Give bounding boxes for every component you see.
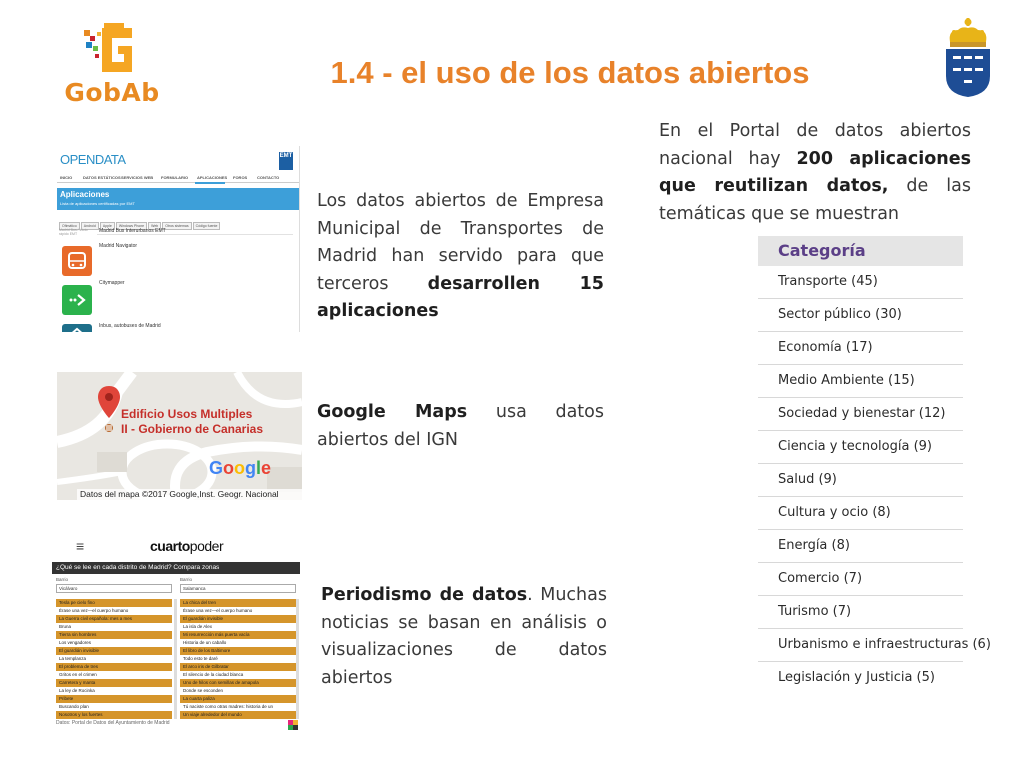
category-item[interactable]: Turismo (7) xyxy=(758,596,963,629)
inbus-app-icon[interactable] xyxy=(62,324,92,332)
list-item: La cuarta paliza xyxy=(180,695,296,703)
category-item[interactable]: Sociedad y bienestar (12) xyxy=(758,398,963,431)
map-place-label: II - Gobierno de Canarias xyxy=(121,422,264,436)
cuartopoder-mark-icon xyxy=(288,720,298,730)
intro-text: En el Portal de datos abiertos nacional hay xyxy=(659,121,971,169)
emt-side-text: Madrid Bus / inicio rápido EMT xyxy=(59,228,88,236)
cuartopoder-brand xyxy=(150,538,223,554)
list-item: Historia de un caballo xyxy=(180,639,296,647)
cuartopoder-screenshot xyxy=(52,536,300,736)
emt-app-name[interactable]: Inbus, autobuses de Madrid xyxy=(99,323,161,329)
category-item[interactable]: Cultura y ocio (8) xyxy=(758,497,963,530)
google-logo: Google xyxy=(209,458,272,478)
list-item: Nosotros y los fuertes xyxy=(56,711,172,719)
list-item: El libro de los Baltimore xyxy=(180,647,296,655)
list-item: La chica del tren xyxy=(180,599,296,607)
category-item[interactable]: Salud (9) xyxy=(758,464,963,497)
list-item: Tesla pe cielo fino xyxy=(56,599,172,607)
emt-paragraph-highlight: desarrollen 15 aplicaciones xyxy=(317,273,604,321)
list-item: El problema de tres xyxy=(56,663,172,671)
emt-nav xyxy=(57,174,299,183)
google-map-screenshot xyxy=(57,372,302,500)
emt-tab[interactable]: Ofimático xyxy=(59,222,80,230)
emt-brand: OPENDATA xyxy=(60,152,126,167)
map-roads xyxy=(57,372,302,500)
category-item[interactable]: Medio Ambiente (15) xyxy=(758,365,963,398)
intro-text-end: de las temáticas que se muestran xyxy=(659,176,971,224)
category-item[interactable]: Economía (17) xyxy=(758,332,963,365)
cuartopoder-paragraph xyxy=(321,582,607,692)
emt-nav-item[interactable]: FOROS xyxy=(233,175,248,180)
page-title: 1.4 - el uso de los datos abiertos xyxy=(330,55,810,90)
emt-banner-subtitle: Lista de aplicaciones certificadas por EMT xyxy=(60,201,135,206)
emt-banner-title: Aplicaciones xyxy=(60,190,110,199)
category-item[interactable]: Transporte (45) xyxy=(758,266,963,299)
map-paragraph-highlight: Google Maps xyxy=(317,402,468,422)
emt-nav-active-indicator xyxy=(195,182,225,184)
emt-opendata-screenshot xyxy=(57,146,300,332)
category-item[interactable]: Urbanismo e infraestructuras (6) xyxy=(758,629,963,662)
category-item[interactable]: Energía (8) xyxy=(758,530,963,563)
cp-footer-source: Datos: Portal de Datos del Ayuntamiento de Madrid xyxy=(56,720,170,726)
list-item: Uno de hilos con semillas de amapola xyxy=(180,679,296,687)
list-item: El arco iris de Gilbratar xyxy=(180,663,296,671)
menu-icon[interactable]: ≡ xyxy=(76,538,85,554)
list-item: Todo esto te daré xyxy=(180,655,296,663)
category-list xyxy=(758,236,991,694)
map-pin-icon[interactable] xyxy=(97,384,121,432)
list-item: Pribete xyxy=(56,695,172,703)
cp-column-head: Barrio xyxy=(56,577,69,582)
scrollbar[interactable] xyxy=(296,599,299,719)
gobab-logo-mark xyxy=(62,18,162,80)
list-item: La templanza xyxy=(56,655,172,663)
emt-badge: EMT xyxy=(279,152,293,170)
emt-tab[interactable]: Código fuente xyxy=(193,222,221,230)
emt-tab[interactable]: Otros sistemas xyxy=(162,222,191,230)
list-item: La ley de Rocinka xyxy=(56,687,172,695)
category-item[interactable]: Sector público (30) xyxy=(758,299,963,332)
emt-app-name[interactable]: Madrid Navigator xyxy=(99,243,138,249)
emt-app-name[interactable]: Citymapper xyxy=(99,280,125,286)
coat-of-arms-icon xyxy=(942,16,994,98)
citymapper-app-icon[interactable] xyxy=(62,285,92,315)
category-item[interactable]: Ciencia y tecnología (9) xyxy=(758,431,963,464)
cp-book-list-right xyxy=(180,599,296,719)
category-header: Categoría xyxy=(758,236,963,266)
category-item[interactable]: Comercio (7) xyxy=(758,563,963,596)
list-item: Mi resurrección más puerta vacía xyxy=(180,631,296,639)
list-item: Los vengadores xyxy=(56,639,172,647)
cp-district-select-right[interactable]: Salamanca xyxy=(180,584,296,593)
emt-paragraph-text: Los datos abiertos de Empresa Municipal de Transportes de Madrid han servido para que terceros xyxy=(317,191,604,294)
emt-app-name[interactable]: Madrid Bus Interurbanos EMT xyxy=(99,228,166,234)
emt-nav-item[interactable]: CONTACTO xyxy=(257,175,280,180)
cp-book-list-left xyxy=(56,599,172,719)
category-item[interactable]: Legislación y Justicia (5) xyxy=(778,670,935,685)
cuartopoder-headline-bar: ¿Qué se lee en cada distrito de Madrid? Compara zonas xyxy=(52,562,300,574)
emt-tabs xyxy=(59,214,221,228)
list-item: La Guerra civil española: mes a mes xyxy=(56,615,172,623)
list-item: La isla de Alex xyxy=(180,623,296,631)
emt-tab[interactable]: Android xyxy=(81,222,99,230)
emt-nav-item[interactable]: DATOS ESTÁTICOS xyxy=(83,175,121,180)
list-item: Gritos en el crimen xyxy=(56,671,172,679)
list-item: Buscando plan xyxy=(56,703,172,711)
emt-paragraph xyxy=(317,188,604,326)
logo-text: GobAb xyxy=(64,78,160,107)
list-item: Un viaje alrededor del mundo xyxy=(180,711,296,719)
map-paragraph-text: usa datos abiertos del IGN xyxy=(317,402,604,450)
cp-district-select-left[interactable]: Vicálvaro xyxy=(56,584,172,593)
emt-nav-item[interactable]: FORMULARIO xyxy=(161,175,189,180)
intro-paragraph xyxy=(659,118,971,228)
cuartopoder-brand-rest: poder xyxy=(189,538,224,554)
list-item: El guardián invisible xyxy=(56,647,172,655)
bus-app-icon[interactable] xyxy=(62,246,92,276)
cuartopoder-brand-bold: cuarto xyxy=(150,538,190,554)
list-item: El silencio de la ciudad blanca xyxy=(180,671,296,679)
cp-paragraph-highlight: Periodismo de datos xyxy=(321,585,528,605)
intro-highlight: 200 aplicaciones que reutilizan datos, xyxy=(659,148,972,196)
list-item: El guardián invisible xyxy=(180,615,296,623)
list-item: Bruna xyxy=(56,623,172,631)
cp-column-head: Barrio xyxy=(180,577,193,582)
list-item: Érase una vez—el cuerpo humano xyxy=(56,607,172,615)
list-item: Carretera y manta xyxy=(56,679,172,687)
emt-nav-item[interactable]: APLICACIONES xyxy=(197,175,228,180)
emt-banner xyxy=(57,188,299,210)
emt-tab[interactable]: Web xyxy=(148,222,161,230)
cp-paragraph-text: . Muchas noticias se basan en análisis o visualizaciones de datos abiertos xyxy=(321,585,607,688)
map-paragraph xyxy=(317,399,604,454)
scrollbar[interactable] xyxy=(174,599,177,719)
map-copyright: Datos del mapa ©2017 Google,Inst. Geogr. Nacional xyxy=(77,489,302,500)
emt-nav-item[interactable]: SERVICIOS WEB xyxy=(121,175,154,180)
emt-tab[interactable]: Windows Phone xyxy=(116,222,147,230)
emt-tab[interactable]: Apple xyxy=(100,222,115,230)
gobab-logo xyxy=(62,18,162,110)
emt-nav-item[interactable]: INICIO xyxy=(60,175,73,180)
list-item: Tú naciste como otras madres: historia de un xyxy=(180,703,296,711)
list-item: Tierra sin hombres xyxy=(56,631,172,639)
map-place-label: Edificio Usos Multiples xyxy=(121,407,253,421)
list-item: Donde se esconden xyxy=(180,687,296,695)
list-item: Érase una vez—el cuerpo humano xyxy=(180,607,296,615)
